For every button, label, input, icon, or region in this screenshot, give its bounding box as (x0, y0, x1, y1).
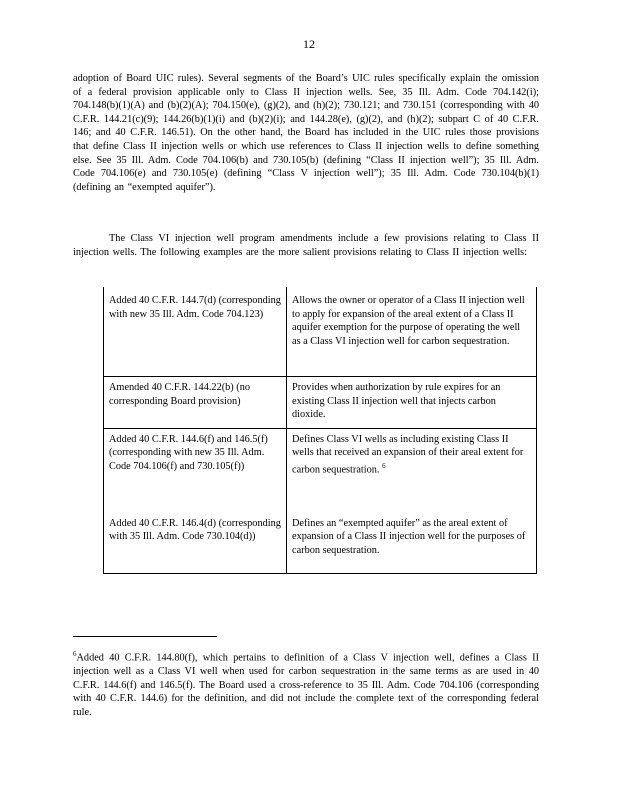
footnote-number: 6 (73, 650, 77, 658)
table-cell-action: Added 40 C.F.R. 144.6(f) and 146.5(f) (corresponding with new 35 Ill. Adm. Code 704.106(f) and 730.105(f)) (104, 428, 287, 513)
provisions-table (103, 287, 537, 574)
table-cell-action: Added 40 C.F.R. 146.4(d) (corresponding with 35 Ill. Adm. Code 730.104(d)) (104, 513, 287, 574)
footnote (73, 648, 539, 719)
footnote-text: Added 40 C.F.R. 144.80(f), which pertains to definition of a Class V injection well, defines a Class II injection well as a Class VI well when used for carbon sequestration in the same terms as are used in 40 C.F.R. 144.6(f) and 146.5(f). The Board used a cross-reference to 35 Ill. Adm. Code 704.106 (corresponding with 40 C.F.R. 144.6) for the definition, and did not include the complete text of the corresponding federal rule. (73, 652, 539, 718)
table-row (104, 428, 537, 513)
footnote-divider (73, 636, 217, 637)
footnote-reference: 6 (382, 461, 386, 470)
table-cell-description: Defines an “exempted aquifer” as the areal extent of expansion of a Class II injection well for the purposes of carbon sequestration. (287, 513, 537, 574)
table-row (104, 377, 537, 429)
table-row (104, 287, 537, 377)
table-cell-action: Amended 40 C.F.R. 144.22(b) (no corresponding Board provision) (104, 377, 287, 429)
table-cell-description-text: Defines Class VI wells as including existing Class II wells that received an expansion of their areal extent for carbon sequestration. (292, 433, 524, 476)
table-cell-action: Added 40 C.F.R. 144.7(d) (corresponding with new 35 Ill. Adm. Code 704.123) (104, 287, 287, 377)
body-paragraph: The Class VI injection well program amendments include a few provisions relating to Class II injection wells. The following examples are the more salient provisions relating to Class II injection wells: (73, 233, 539, 258)
table-cell-description (287, 428, 537, 513)
table-cell-description: Allows the owner or operator of a Class II injection well to apply for expansion of the areal extent of a Class II aquifer exemption for the purpose of operating the well as a Class VI injection well for carbon sequestration. (287, 287, 537, 377)
table-row (104, 513, 537, 574)
page-number: 12 (303, 37, 315, 51)
table-cell-description: Provides when authorization by rule expires for an existing Class II injection well that injects carbon dioxide. (287, 377, 537, 429)
body-paragraph: adoption of Board UIC rules). Several segments of the Board’s UIC rules specifically explain the omission of a federal provision applicable only to Class II injection wells. See, 35 Ill. Adm. Code 704.142(i); 704.148(b)(1)(A) and (b)(2)(A); 704.150(e), (g)(2), and (h)(2); 730.121; and 730.151 (corresponding with 40 C.F.R. 144.21(c)(9); 144.26(b)(1)(i) and (b)(2)(i); and 144.28(e), (g)(2), and (h)(2); subpart C of 40 C.F.R. 146; and 40 C.F.R. 146.51). On the other hand, the Board has included in the UIC rules those provisions that define Class II injection wells or which use references to Class II injection wells to define something else. See 35 Ill. Adm. Code 704.106(b) and 730.105(b) (defining “Class II injection well”); 35 Ill. Adm. Code 704.106(e) and 730.105(e) (defining “Class V injection well”); 35 Ill. Adm. Code 730.104(b)(1) (defining an “exempted aquifer”). (73, 73, 539, 193)
